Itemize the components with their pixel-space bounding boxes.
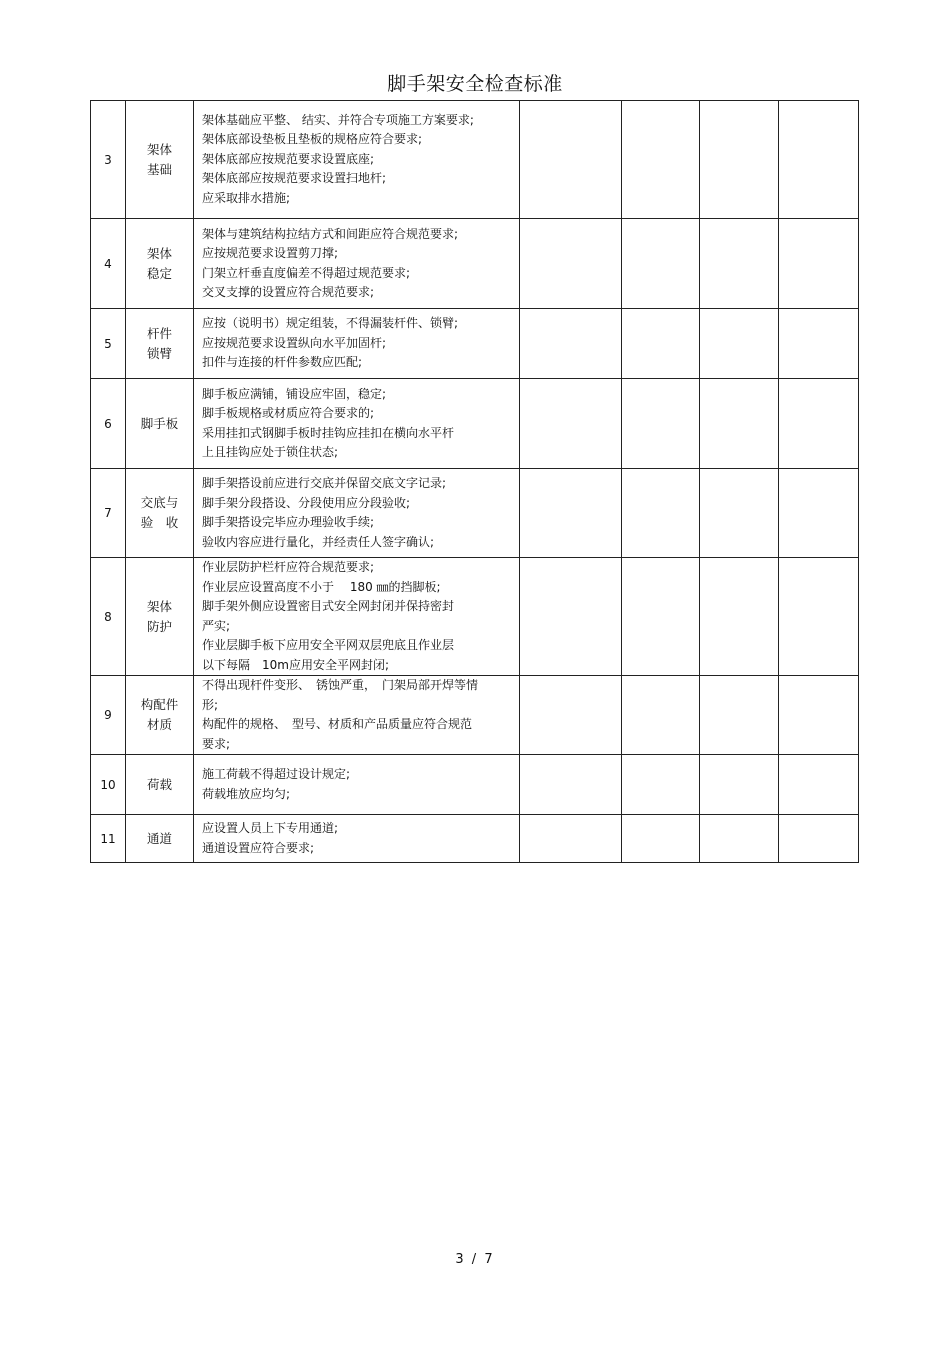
blank-cell	[779, 101, 859, 219]
standard-line: 施工荷载不得超过设计规定;	[202, 767, 351, 781]
row-number: 6	[91, 379, 126, 469]
blank-cell	[622, 755, 700, 815]
row-number: 4	[91, 219, 126, 309]
standard-line: 作业层防护栏杆应符合规范要求;	[202, 560, 375, 574]
blank-cell	[700, 379, 779, 469]
check-standards	[194, 558, 520, 676]
standard-line: 作业层脚手板下应用安全平网双层兜底且作业层	[202, 638, 455, 652]
row-number: 7	[91, 469, 126, 558]
blank-cell	[622, 676, 700, 755]
blank-cell	[779, 219, 859, 309]
check-standards	[194, 101, 520, 219]
table-row	[91, 469, 859, 558]
standard-line: 脚手板规格或材质应符合要求的;	[202, 406, 375, 420]
check-item	[126, 309, 194, 379]
check-item-line: 架体	[146, 598, 172, 614]
check-standards	[194, 309, 520, 379]
check-item	[126, 379, 194, 469]
check-standards	[194, 379, 520, 469]
standard-line: 应设置人员上下专用通道;	[202, 821, 339, 835]
check-item-line: 验 收	[140, 515, 179, 530]
check-item-line: 材质	[146, 717, 172, 732]
blank-cell	[520, 676, 622, 755]
standard-line: 脚手架分段搭设、分段使用应分段验收;	[202, 495, 411, 510]
standard-line: 应按（说明书）规定组装，不得漏装杆件、锁臂;	[202, 316, 459, 331]
total-pages: 7	[484, 1252, 495, 1267]
check-item-line: 荷载	[146, 776, 172, 792]
blank-cell	[622, 815, 700, 863]
standard-line: 构配件的规格、 型号、材质和产品质量应符合规范	[202, 717, 473, 731]
standard-line: 作业层应设置高度不小于 180 ㎜的挡脚板;	[202, 579, 441, 594]
check-item-line: 稳定	[146, 265, 172, 281]
current-page: 3	[455, 1252, 466, 1267]
row-number: 9	[91, 676, 126, 755]
standard-line: 应按规范要求设置剪刀撑;	[202, 246, 339, 260]
standard-line: 脚手板应满铺，铺设应牢固，稳定;	[202, 386, 387, 401]
check-item-line: 通道	[146, 830, 172, 846]
standard-line: 通道设置应符合要求;	[202, 840, 315, 855]
blank-cell	[520, 219, 622, 309]
page-number	[0, 1252, 950, 1267]
blank-cell	[700, 101, 779, 219]
standard-line: 应按规范要求设置纵向水平加固杆;	[202, 335, 387, 350]
standard-line: 脚手架外侧应设置密目式安全网封闭并保持密封	[202, 599, 455, 613]
table-row	[91, 309, 859, 379]
blank-cell	[779, 379, 859, 469]
standard-line: 交叉支撑的设置应符合规范要求;	[202, 285, 375, 299]
check-item	[126, 469, 194, 558]
standard-line: 门架立杆垂直度偏差不得超过规范要求;	[202, 265, 411, 280]
blank-cell	[520, 815, 622, 863]
standard-line: 扣件与连接的杆件参数应匹配;	[202, 355, 363, 370]
blank-cell	[779, 755, 859, 815]
blank-cell	[700, 558, 779, 676]
blank-cell	[700, 676, 779, 755]
check-standards	[194, 755, 520, 815]
table-row	[91, 101, 859, 219]
check-item	[126, 815, 194, 863]
page-separator: /	[471, 1252, 479, 1267]
standard-line: 严实;	[202, 618, 231, 633]
standard-line: 架体底部应按规范要求设置扫地杆;	[202, 171, 387, 186]
inspection-table	[90, 100, 859, 863]
blank-cell	[622, 219, 700, 309]
table-row	[91, 755, 859, 815]
check-item-line: 构配件	[140, 697, 179, 712]
check-standards	[194, 815, 520, 863]
standard-line: 采用挂扣式钢脚手板时挂钩应挂扣在横向水平杆	[202, 425, 455, 440]
blank-cell	[520, 469, 622, 558]
blank-cell	[779, 558, 859, 676]
standard-line: 上且挂钩应处于锁住状态;	[202, 445, 339, 459]
blank-cell	[700, 815, 779, 863]
blank-cell	[779, 676, 859, 755]
standard-line: 架体基础应平整、 结实、并符合专项施工方案要求;	[202, 112, 474, 127]
check-item-line: 交底与	[140, 495, 179, 510]
standard-line: 不得出现杆件变形、 锈蚀严重， 门架局部开焊等情	[202, 678, 479, 692]
blank-cell	[622, 101, 700, 219]
blank-cell	[520, 558, 622, 676]
table-row	[91, 676, 859, 755]
standard-line: 架体与建筑结构拉结方式和间距应符合规范要求;	[202, 226, 459, 241]
row-number: 11	[91, 815, 126, 863]
check-item	[126, 755, 194, 815]
check-item	[126, 219, 194, 309]
check-item-line: 架体	[146, 245, 172, 261]
blank-cell	[779, 815, 859, 863]
standard-line: 以下每隔 10m应用安全平网封闭;	[202, 657, 390, 672]
table-row	[91, 815, 859, 863]
standard-line: 架体底部应按规范要求设置底座;	[202, 151, 375, 166]
blank-cell	[700, 309, 779, 379]
check-item	[126, 101, 194, 219]
blank-cell	[520, 101, 622, 219]
blank-cell	[779, 309, 859, 379]
check-item-line: 基础	[146, 161, 172, 177]
check-item-line: 防护	[146, 618, 172, 634]
check-item-line: 锁臂	[146, 345, 172, 361]
blank-cell	[622, 309, 700, 379]
table-row	[91, 558, 859, 676]
row-number: 3	[91, 101, 126, 219]
standard-line: 荷载堆放应均匀;	[202, 786, 291, 801]
check-standards	[194, 469, 520, 558]
check-item-line: 架体	[146, 141, 172, 157]
blank-cell	[520, 379, 622, 469]
blank-cell	[700, 469, 779, 558]
row-number: 10	[91, 755, 126, 815]
check-item-line: 杆件	[146, 325, 172, 341]
blank-cell	[622, 558, 700, 676]
standard-line: 应采取排水措施;	[202, 190, 291, 205]
check-item	[126, 558, 194, 676]
check-standards	[194, 219, 520, 309]
standard-line: 脚手架搭设前应进行交底并保留交底文字记录;	[202, 476, 447, 490]
page-title: 脚手架安全检查标准	[387, 73, 563, 95]
standard-line: 形;	[202, 697, 219, 712]
table-row	[91, 219, 859, 309]
standard-line: 验收内容应进行量化，并经责任人签字确认;	[202, 534, 435, 549]
blank-cell	[700, 219, 779, 309]
blank-cell	[700, 755, 779, 815]
row-number: 8	[91, 558, 126, 676]
standard-line: 架体底部设垫板且垫板的规格应符合要求;	[202, 132, 423, 147]
blank-cell	[779, 469, 859, 558]
table-row	[91, 379, 859, 469]
row-number: 5	[91, 309, 126, 379]
check-item	[126, 676, 194, 755]
standard-line: 要求;	[202, 736, 231, 751]
blank-cell	[622, 469, 700, 558]
standard-line: 脚手架搭设完毕应办理验收手续;	[202, 515, 375, 529]
blank-cell	[622, 379, 700, 469]
check-item-line: 脚手板	[140, 415, 179, 431]
check-standards	[194, 676, 520, 755]
blank-cell	[520, 309, 622, 379]
blank-cell	[520, 755, 622, 815]
